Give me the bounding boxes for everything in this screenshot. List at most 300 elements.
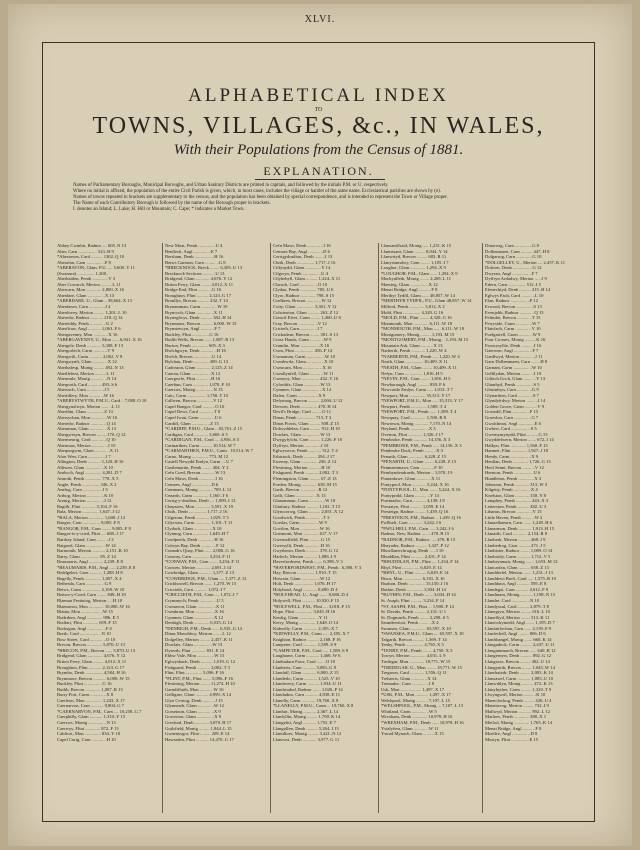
- index-entry: Newport, Mon .............. 35,313..Y 17: [381, 392, 451, 398]
- index-entry: Llancarfan, Glam .......... 658..Z 13: [485, 564, 549, 570]
- index-entry: Rhayader, Radnor .......... 1,437..P 12: [381, 542, 449, 548]
- index-entry: Glanrhyd, Pemb ............ ..S 5: [485, 381, 540, 387]
- index-entry: Gwytherin, Denb ........... 378..G 12: [273, 548, 339, 554]
- index-entry: Castell Newydd Emlyn, Carm . ..U 7: [165, 459, 233, 465]
- index-entry: *WELSHPOOL, P.M., Montg ... 7,107..L 15: [381, 703, 464, 709]
- index-entry: Conwil Elvet, Carm ........ 1,460..U 8: [273, 315, 341, 321]
- index-entry: Cemaes Bay, Angl .......... ..D 6: [273, 248, 330, 254]
- index-entry: Llandinam, Montg .......... 1,198..N 13: [485, 592, 555, 598]
- index-entry: Llanrhaiadr, Denb ......... 2,003..K 14: [485, 670, 553, 676]
- index-entry: Kenfig, Glam .............. ..Y 11: [273, 614, 328, 620]
- index-entry: Knighton, Radnor .......... 2,168..P 16: [273, 636, 341, 642]
- index-entry: Colwyn Bay, Denb .......... ..F 12: [165, 542, 225, 548]
- index-entry: Hanmer, Flint ............. 1,927..J 18: [485, 448, 548, 454]
- index-entry: Aberhafesp, Montg ......... 492..N 13: [57, 365, 124, 371]
- index-entry: Dolbenmaen, Carn .......... 447..H 8: [485, 248, 550, 254]
- index-entry: *ABERYSTWYTH, P.M.U., Card .. 7,088..O 10: [57, 398, 147, 404]
- index-entry: Crickhowell, Brecon ....... 1,270..W 15: [165, 581, 237, 587]
- index-entry: Bridgend, Glam ............. 4,676..Y 12: [57, 653, 126, 659]
- index-entry: Usk, Mon .................. 1,497..X 17: [381, 686, 445, 692]
- index-entry: Chepstow, Mon ............. 3,591..X 19: [165, 503, 233, 509]
- index-entry: Gelli, Glam ............... ..X 13: [273, 492, 326, 498]
- index-entry: Cardigan, Card ............ 3,669..S 5: [165, 431, 228, 437]
- index-column-5: [485, 243, 583, 813]
- index-entry: Bagillt, Flint ............ 3,104..F 16: [57, 503, 118, 509]
- index-entry: Aberedw, Radnor ........... ..Q 14: [57, 420, 116, 426]
- index-entry: *MONTGOMERY, P.M., Montg .. 1,193..M 15: [381, 337, 469, 343]
- index-entry: Kerry, Montg .............. 1,648..O 14: [273, 620, 339, 626]
- index-entry: Abersoch, Carn ............ ..J 5: [57, 387, 110, 393]
- index-entry: Lampeter, Card ............ 1,589..S 9: [273, 642, 337, 648]
- index-entry: Alltwen, Glam ............. ..X 10: [57, 464, 113, 470]
- index-entry: Eglwysbach, Denb .......... 1,019..G 12: [165, 659, 236, 665]
- index-entry: Arthog, Merion ............ ..K 10: [57, 492, 114, 498]
- index-entry: Newquay, Card ............. 1,500..R 8: [381, 414, 446, 420]
- index-entry: Allington, Denb ........... 1,120..H 16: [57, 459, 124, 465]
- index-entry: Llanbadarn Fawr, Card ..... ..O 10: [273, 659, 335, 665]
- index-entry: Welshpool, Montg .......... 7,107..L 15: [381, 697, 450, 703]
- index-entry: Dinorwig, Carn ............ ..G 8: [485, 243, 539, 248]
- index-entry: Llandudno, Carn ........... 4,838..E 11: [273, 692, 341, 698]
- index-entry: Builth, Brecon ............. 1,087..R 13: [57, 686, 123, 692]
- index-entry: Coity, Glam ............... 3,301..Y 12: [273, 304, 337, 310]
- index-entry: Caersws, Montg ............. ..N 13: [57, 720, 116, 726]
- index-entry: Llanystumdwy, Carn ........ 1,105..I 7: [381, 259, 449, 265]
- index-entry: Aberdovey, Merion ......... 1,201..L 10: [57, 309, 127, 315]
- index-entry: *DOLGELLEY, U., Merion .... 2,457..K 11: [485, 259, 565, 265]
- index-entry: *PENARTH, U., Glam ........ 6,228..Z 15: [381, 459, 457, 465]
- index-entry: Llangynidr, Brecon ........ 1,043..W 14: [485, 664, 555, 670]
- index-entry: Groeslon, Carn ............ ..G 7: [485, 414, 539, 420]
- index-entry: Holyhead, Angl ............ 8,680..D 4: [273, 586, 338, 592]
- index-entry: Bryncoch, Glam ............ ..X 11: [165, 309, 223, 315]
- index-entry: Mallwyd, Merion ........... 892..L 12: [485, 708, 550, 714]
- explanation-paragraph: Where no initial is affixed, the population of the entire Civil Parish is given, which, in most cases, includes the village or hamlet of the same name. Ecclesiastical parishes are shown by (e).: [73, 189, 441, 194]
- index-entry: Gresford, Denb ............ 3,870..H 17: [165, 720, 232, 726]
- explanation-heading: EXPLANATION.: [263, 164, 374, 178]
- index-entry: Llandderfel, Merion ....... 1,231..J 13: [485, 570, 553, 576]
- index-entry: Llanarmon, Denb ........... 1,913..H 15: [485, 525, 555, 531]
- index-entry: Llanfair, Montg ........... 2,367..L 14: [273, 708, 339, 714]
- index-entry: Newborough, Angl .......... 839..F 6: [381, 381, 446, 387]
- index-entry: Little Haven, Pemb ........ ..W 2: [485, 514, 543, 520]
- index-entry: Capel Iwan, Carm .......... ..U 6: [165, 414, 222, 420]
- index-entry: Caernarvon, Carn ........... 9,804..G 7: [57, 703, 124, 709]
- index-entry: Whitland, Carm ............ ..W 5: [381, 708, 437, 714]
- index-entry: Betws, Carm ................ 2,169..W 10: [57, 586, 125, 592]
- index-entry: Radnor, New, Radnor ....... 478..R 15: [381, 531, 450, 537]
- index-entry: Caldicot, Mon .............. 834..Y 18: [57, 731, 120, 737]
- index-entry: Burry Port, Carm ........... ..X 8: [57, 692, 114, 698]
- index-entry: Fishguard, Pemb ........... 2,002..T 3: [273, 470, 338, 476]
- index-entry: Briton Ferry, Glam ......... 4,012..X 11: [57, 659, 127, 665]
- index-entry: *CARMARTHEN, P.M.U., Carm . 10,514..W 7: [165, 448, 253, 454]
- index-entry: Llanbedrog, Carn .......... 471..J 5: [485, 542, 546, 548]
- page-number: XLVI.: [304, 14, 336, 25]
- index-entry: Aber Cowarch, Merion ....... ..L 11: [57, 281, 121, 287]
- index-entry: Glynneath, Glam ........... ..W 12: [165, 703, 224, 709]
- explanation-paragraph: The Name of each Contributory Borough is followed by the name of the Borough proper in brackets.: [73, 201, 271, 206]
- index-entry: Abergorlech, Carm ......... ..V 9: [57, 348, 114, 354]
- index-entry: Cilgwyn, Pemb ............. ..U 4: [273, 270, 328, 276]
- index-entry: Penarth, Glam ............. 6,228..Z 15: [381, 453, 446, 459]
- index-entry: Abermeurig, Card .......... ..Q 10: [57, 437, 116, 443]
- index-entry: Meifod, Montg ............. 1,765..K 14: [485, 720, 552, 726]
- index-entry: Clarach, Card ............. ..O 10: [273, 281, 328, 287]
- index-entry: Wrexham, Denb ............. 10,978..H 16: [381, 714, 453, 720]
- index-entry: Llandaff, Glam ............ 6,000..Z 15: [273, 670, 339, 676]
- index-entry: Begelly, Pemb .............. 1,007..X 4: [57, 575, 122, 581]
- index-entry: Broughton, Flint ........... 2,123..G 17: [57, 664, 125, 670]
- index-entry: Johnston, Pemb ............ 313..W 3: [485, 481, 548, 487]
- index-entry: Carno, Montg .............. 773..M 12: [165, 453, 229, 459]
- index-entry: Pontypool, Mon ............ 5,244..X 16: [381, 481, 449, 487]
- index-entry: Cemmaes, Montg ............ 709..L 12: [165, 487, 232, 493]
- index-entry: Gwalchmai, Angl ........... ..E 6: [485, 420, 541, 426]
- index-entry: Glyndyfrdwy, Merion ....... ..I 14: [485, 398, 546, 404]
- index-entry: Barmouth, Merion ........... 2,151..K 10: [57, 548, 128, 554]
- index-entry: Defynnog, Brecon .......... 2,004..U 12: [273, 398, 343, 404]
- index-entry: Cenarth, Carm ............. 1,160..T 6: [165, 492, 229, 498]
- index-entry: Llanaelhaearn, Carn ....... 1,249..H 6: [485, 520, 552, 526]
- index-entry: *TREDEGAR, U., Mon ........ 18,771..W 15: [381, 664, 462, 670]
- index-entry: Evenjobb, Radnor .......... ..Q 15: [485, 309, 544, 315]
- index-entry: Broughton, Flint .......... 2,123..G 17: [165, 292, 232, 298]
- index-entry: Llanbedr, Merion .......... 468..J 9: [485, 536, 546, 542]
- index-entry: Ystalyfera, Glam .......... ..W 11: [381, 725, 439, 731]
- index-entry: Bersham, Denb .............. ..H 16: [165, 254, 224, 260]
- index-entry: *BALA, Merion ............. 1,600..J 12: [57, 514, 126, 520]
- index-entry: Cyfarthfa, Glam ........... ..W 13: [273, 381, 331, 387]
- index-entry: Dolgarrog, Carn ........... ..G 10: [485, 254, 542, 260]
- index-entry: Cilycwm, Carm ............. 1,101..T 11: [165, 520, 233, 526]
- index-entry: Towyn, Merion ............. 4,031..L 9: [381, 653, 446, 659]
- index-entry: St. Davids, Pemb .......... 2,131..U 1: [381, 609, 447, 615]
- index-entry: Clydach, Glam ............. ..X 10: [165, 525, 222, 531]
- index-entry: Cwmavon, Glam ............. ..X 11: [165, 603, 225, 609]
- index-entry: Cilfynydd, Glam ........... ..Y 14: [273, 265, 331, 271]
- index-entry: Cwmaman, Carm ............. ..W 10: [273, 353, 335, 359]
- index-entry: *ST. ASAPH, P.M., Flint ... 1,900..F 14: [381, 603, 454, 609]
- index-entry: Caersws, Montg ............ ..N 13: [165, 387, 223, 393]
- index-entry: St. Dogmaels, Pemb ........ 2,298..S 5: [381, 614, 449, 620]
- index-entry: *PEMBROKE, P.M., Pemb ..... 14,156..X 3: [381, 442, 462, 448]
- index-entry: *MONMOUTH, P.M., Mon ...... 6,111..W 18: [381, 326, 465, 332]
- index-entry: *RADNOR, P.M., Radnor ..... 478..R 15: [381, 536, 456, 542]
- index-entry: Bridge End, Flint ......... ..G 16: [165, 287, 222, 293]
- index-entry: *HOLYHEAD, U., Angl ....... 8,680..D 4: [273, 592, 349, 598]
- index-entry: *RUTHIN, P.M., Denb ....... 3,034..H 14: [381, 592, 456, 598]
- index-entry: Crickadarn, Brecon ........ 301..S 13: [273, 331, 338, 337]
- index-entry: Four Crosses, Montg ....... ..K 16: [485, 337, 546, 343]
- index-entry: Pontardawe, Glam .......... ..X 11: [381, 475, 441, 481]
- index-entry: Crumlin, Mon .............. ..X 16: [273, 342, 330, 348]
- index-entry: *RHYL, U., Flint .......... 6,029..E 14: [381, 570, 449, 576]
- index-entry: Bwlch, Brecon ............. ..U 14: [165, 353, 222, 359]
- column-divider: [378, 243, 379, 813]
- index-entry: New Moat, Pemb ............ ..U 4: [165, 243, 223, 248]
- index-entry: Abermule, Montg ........... ..N 14: [57, 376, 117, 382]
- index-column-1: [57, 243, 159, 813]
- index-entry: Capel Bangor, Card ........ ..O 10: [165, 403, 225, 409]
- index-entry: Brynsiencyn, Angl ......... ..F 7: [165, 326, 221, 332]
- index-entry: *FLINT, P.M., Flint ....... 5,096..F 16: [165, 675, 233, 681]
- index-entry: Brymbo, Denb ............... 4,584..H 16: [57, 670, 126, 676]
- index-entry: Llanfechell, Angl ......... 806..D 6: [485, 631, 546, 637]
- index-entry: Caerleon, Mon .............. 1,243..X 17: [57, 697, 125, 703]
- column-divider: [482, 243, 483, 813]
- index-entry: Llanelltyd, Merion ........ 513..K 11: [485, 614, 550, 620]
- index-entry: Corwen, Merion ............ 2,691..I 14: [165, 564, 232, 570]
- index-entry: Cerrig-y-drudion, Denb .... 1,009..I 13: [165, 498, 236, 504]
- index-entry: Dolwyddelan, Carn ......... 912..H 10: [273, 426, 340, 432]
- index-entry: Dyffryn Ardudwy, Merion ... ..J 9: [485, 276, 547, 282]
- index-entry: Rhyl, Flint ............... 6,029..E 14: [381, 564, 442, 570]
- index-entry: Penmaenmawr, Carn ......... ..F 10: [381, 464, 443, 470]
- index-entry: Cwmbran, Mon .............. ..X 16: [165, 609, 224, 615]
- index-entry: Bwlchgwyn, Denb ........... ..H 16: [165, 348, 226, 354]
- index-entry: Glyncorrwg, Glam .......... 2,051..X 12: [273, 509, 344, 515]
- index-entry: Flint, Flint .............. 5,096..F 16: [165, 670, 224, 676]
- index-entry: St. Asaph, Flint .......... 3,234..F 14: [381, 598, 445, 603]
- index-entry: Dafen, Carm ............... ..X 9: [273, 392, 326, 398]
- index-entry: *KIDWELLY, P.M., Carm ..... 2,185..X 7: [273, 631, 350, 637]
- index-entry: Eglwyswrw, Pemb ........... 512..T 4: [273, 448, 338, 454]
- index-entry: Aberafan, Carn ............. ..F 8: [57, 259, 111, 265]
- index-entry: Conway, Carn .............. 3,254..F 11: [165, 553, 231, 559]
- index-entry: Llanboidy, Carm ........... 1,712..V 5: [485, 553, 551, 559]
- index-entry: Caerau, Glam .............. ..X 12: [165, 370, 221, 376]
- index-entry: Llanbister, Radnor ........ 1,089..O 14: [485, 548, 553, 554]
- index-entry: Brynmawr, Brecon .......... 6,000..W 15: [165, 320, 237, 326]
- index-entry: Caerwys, Flint ............. 872..F 15: [57, 725, 119, 731]
- index-entry: *TENBY, P.M., Pemb ........ 4,750..X 5: [381, 647, 453, 653]
- title-line-3: With their Populations from the Census of 1881.: [173, 142, 464, 158]
- index-entry: *BEAUMARIS, P.M., Angl ..... 2,239..E 8: [57, 564, 136, 570]
- index-entry: Buckley, Flint ............. ..G 16: [57, 681, 112, 687]
- index-entry: Rhuddlan, Flint ........... 2,431..F 14: [381, 553, 446, 559]
- index-entry: Llandeilo, Carm ........... 1,525..V 10: [273, 675, 340, 681]
- book-page: [8, 4, 632, 846]
- index-entry: Betws Garmon, Carn ......... ..G 8: [165, 259, 226, 265]
- index-entry: *USK, P.M., Mon ........... 1,497..X 17: [381, 692, 451, 698]
- index-entry: Brecon, Brecon ............. 5,870..U 13: [57, 642, 125, 648]
- index-entry: Arenig, Merion ............ ..J 12: [57, 498, 112, 504]
- index-entry: Aberporth, Card ........... 493..S 6: [57, 381, 118, 387]
- index-entry: Cwmllynfell, Glam ......... ..W 11: [273, 370, 334, 376]
- index-entry: Abergavenny, Mon .......... ..X 16: [57, 331, 118, 337]
- index-entry: Halkyn, Flint ............. 1,560..F 15: [485, 442, 548, 448]
- index-entry: *CRICCIETH, P.M., Carn .... 1,072..I 7: [165, 592, 238, 598]
- index-entry: Abercarn, Mon ............. 2,800..X 16: [57, 287, 124, 293]
- index-entry: Gwernymynydd, Flint ....... ..G 15: [485, 431, 548, 437]
- index-entry: Clydau, Pemb .............. 705..U 6: [273, 287, 334, 293]
- index-entry: Beaumaris, Angl ............ 2,239..E 8: [57, 559, 123, 565]
- index-entry: Pwllheli, Carn ............ 3,242..I 6: [381, 520, 442, 526]
- index-entry: Castlemartin, Pemb ........ 404..Y 2: [165, 464, 229, 470]
- index-entry: Derwen, Denb .............. 470..H 14: [273, 403, 337, 409]
- index-entry: Afon Wen, Carn ............ ..J 7: [57, 453, 111, 459]
- index-entry: *SWANSEA, P.M.U., Glam .... 65,597..X 10: [381, 631, 464, 637]
- index-entry: *NEVIN, P.M., Carn ........ 1,816..H 5: [381, 376, 451, 382]
- index-entry: Crymmych, Pemb ............ ..U 5: [165, 598, 224, 603]
- index-entry: (Swansea) ............... 1,300..: [57, 270, 109, 276]
- index-entry: Neyland, Pemb ............. ..X 3: [381, 426, 436, 432]
- index-entry: Llanddona, Angl ........... 595..E 8: [485, 581, 547, 587]
- index-entry: Marloes, Pemb ............. 388..X 1: [485, 714, 546, 720]
- index-entry: Monmouth, Mon ............. 6,111..W 18: [381, 320, 452, 326]
- index-entry: Garnant, Carm ............. ..W 10: [485, 365, 542, 371]
- index-entry: Montgomery, Montg ......... 1,193..M 15: [381, 331, 455, 337]
- index-entry: Dinas Powis, Glam ......... 508..Z 15: [273, 420, 339, 426]
- column-divider: [270, 243, 271, 813]
- index-entry: Cerrigydrudion, Denb ...... ..I 13: [273, 254, 333, 260]
- index-entry: *RHUDDLAN, P.M., Flint .... 1,434..F 14: [381, 559, 459, 565]
- index-entry: Fishguard, Pemb ........... 2,002..T 3: [165, 664, 230, 670]
- index-entry: Amlwch, Angl .............. 4,281..D 7: [57, 470, 122, 476]
- index-entry: Garndiffaith, Mon ......... ..W 16: [165, 686, 224, 692]
- index-entry: *CAERNARVON, P.M., Carn .... 10,258..G 7: [57, 708, 142, 714]
- index-entry: Dwyran, Angl .............. ..F 7: [485, 270, 538, 276]
- index-entry: *PWLLHELI, P.M., Carn ..... 3,242..I 6: [381, 525, 454, 531]
- index-entry: Bronllys, Brecon .......... 232..T 14: [165, 298, 228, 304]
- index-entry: Ruabon, Denb .............. 15,150..I 16: [381, 581, 449, 587]
- index-entry: Moelfre, Angl ............. ..D 8: [485, 731, 538, 737]
- index-entry: Llanerchymedd, Angl ....... 1,195..D 7: [485, 620, 555, 626]
- index-entry: Garn Dolbenmaen, Carn ..... ..H 8: [485, 359, 548, 365]
- index-entry: Llanarth, Card ............ 2,154..R 8: [485, 531, 548, 537]
- index-entry: Pembroke, Pemb ............ 14,156..X 3: [381, 437, 451, 443]
- index-entry: Gwbert, Card .............. ..S 5: [485, 426, 537, 432]
- index-entry: Hundleton, Pemb ........... ..X 3: [485, 475, 542, 481]
- index-entry: *HOLYWELL, P.M., Flint .... 3,018..F 15: [273, 603, 350, 609]
- index-entry: Ewenny, Glam .............. 236..Z 12: [273, 459, 337, 465]
- explanation-paragraph: Names of towns repeated in brackets are supplementary to the census, and the population has been obtained by special correspondence, and is intended to represent the Town or Village proper.: [73, 195, 448, 200]
- index-column-2: [165, 243, 267, 813]
- index-entry: Aberdare, Glam ............ ..X 13: [57, 292, 115, 298]
- index-entry: Maenclochog, Pemb ......... 426..U 4: [485, 697, 552, 703]
- index-entry: Menai Bridge, Angl ........ ..F 8: [381, 287, 438, 293]
- index-entry: *ABERAVON, Glam. P.U. .... 5,600..Y 11: [57, 265, 135, 271]
- index-entry: *BRECKNOCK, Breck ........ 6,305..U 13: [165, 265, 243, 271]
- index-entry: Govilon, Mon .............. ..W 16: [273, 525, 330, 531]
- index-entry: Gorsedd, Flint ............ ..F 15: [485, 409, 539, 415]
- index-entry: Treharris, Glam ........... ..X 14: [381, 675, 437, 681]
- index-entry: Milford, Pemb ............. 3,812..X 2: [381, 304, 445, 310]
- index-entry: *DENBIGH, P.M., Denb ...... 6,535..G 14: [165, 625, 242, 631]
- index-entry: *MERTHYR TYDFIL, P.U., Glam 48,857..W 14: [381, 298, 472, 304]
- index-entry: Llandre, Card ............. ..N 10: [485, 598, 540, 603]
- index-entry: Dwygyfylchi, Carn ......... 1,226..F 10: [273, 437, 343, 443]
- index-entry: Cwm, Flint ................ 456..F 14: [273, 348, 333, 354]
- index-entry: *BRECON, P.M., Brecon ...... 5,870..U 13: [57, 647, 136, 653]
- index-entry: Newport, Pemb ............. 1,589..T 4: [381, 403, 446, 409]
- index-entry: Dyserth, Flint ............ 831..E 14: [165, 647, 225, 653]
- index-entry: Guilsfield, Montg ......... 1,844..L 15: [165, 725, 232, 731]
- index-entry: Knelston, Glam ............ 150..Y 8: [485, 492, 546, 498]
- index-entry: Llandrindod, Radnor ....... 1,026..P 14: [273, 686, 343, 692]
- index-entry: Cardiff, Glam ............. ..Z 15: [165, 420, 219, 426]
- index-entry: Ferryside, Carm ........... ..W 7: [485, 320, 540, 326]
- index-entry: Llanwddyn, Montg .......... 472..K 13: [485, 681, 553, 687]
- index-entry: Talgarth, Brecon .......... 1,369..T 14: [381, 636, 447, 642]
- index-entry: Dinas Mawddwy, Merion ..... ..L 12: [165, 631, 231, 637]
- index-entry: Llanelly, Carm ............ 19,760..X 8: [273, 697, 339, 703]
- index-entry: Beddgelert, Carn ........... 1,288..H 8: [57, 570, 123, 576]
- index-entry: Aberffraw, Angl ........... 1,063..F 6: [57, 326, 121, 332]
- index-entry: Llwyngwril, Merion ........ ..K 10: [485, 692, 546, 698]
- index-entry: Criccieth, Carn ........... 1,072..I 7: [165, 586, 226, 592]
- index-entry: Denbigh, Denb ............. 6,535..G 14: [165, 620, 232, 626]
- index-entry: Llangollen, Denb .......... 5,264..I 15: [273, 725, 339, 731]
- index-entry: Aberaman, Glam ............ ..X 13: [57, 426, 117, 432]
- index-entry: *ABERDARE, U., Glam .. 38,664..X 13: [57, 298, 132, 304]
- index-entry: Anelog, Carn .............. ..J 3: [57, 487, 108, 493]
- index-entry: Overton, Flint ............ 1,326..J 17: [381, 431, 444, 437]
- index-entry: Maentwrog, Merion ......... 732..I 9: [485, 703, 549, 709]
- index-entry: Maesteg, Glam ............. ..X 12: [381, 281, 438, 287]
- index-entry: Benllech, Angl ............ ..E 7: [165, 248, 218, 254]
- index-entry: Laugharne, Carm ........... 1,468..W 6: [273, 653, 341, 659]
- index-entry: Caio, Carm ................ 1,750..T 10: [165, 392, 228, 398]
- index-entry: Gowerton, Glam ............ ..X 9: [165, 714, 222, 720]
- index-entry: Blaenau Festiniog, Merion .. ..H 10: [57, 598, 123, 603]
- index-entry: Dolwen, Denb .............. ..G 12: [485, 265, 542, 271]
- index-entry: Chirk, Denb ............... 1,717..J 16: [165, 509, 228, 515]
- index-entry: Cefn Coed, Brecon ......... ..W 13: [165, 470, 226, 476]
- index-entry: Dolgelley, Merion ......... 2,457..K 11: [165, 636, 233, 642]
- index-entry: *NARBERTH, P.M., Pemb ..... 1,220..W 4: [381, 353, 460, 359]
- index-entry: Heol Senni, Brecon ........ ..V 12: [485, 464, 544, 470]
- index-entry: *BANGOR, P.M., Carn ........ 9,005..F 8: [57, 525, 131, 531]
- index-entry: Gellilydan, Merion ........ ..I 10: [485, 370, 542, 376]
- index-entry: Aberbaiden, Pemb ........... ..V 3: [57, 276, 116, 282]
- index-entry: Bow Street, Card ........... ..O 10: [57, 636, 116, 642]
- index-entry: *WREXHAM, P.M., Denb ...... 10,978..H 16: [381, 720, 464, 726]
- index-entry: Lamphey, Pemb ............. 443..X 3: [485, 498, 548, 504]
- index-entry: Cwmcarn, Mon .............. ..X 16: [273, 365, 332, 371]
- index-entry: Llandegai, Carn ........... 4,612..F 9: [485, 586, 549, 592]
- index-entry: Llanrwst, Denb ............ 3,977..G 11: [273, 736, 340, 742]
- index-entry: Llangernyw, Denb .......... 892..G 12: [485, 653, 552, 659]
- index-entry: Brynamman, Carm ........... ..W 10: [165, 304, 228, 310]
- index-entry: Dyffryn, Merion ........... ..J 10: [273, 442, 329, 448]
- explanation-notes: [59, 183, 579, 213]
- index-entry: Erwood, Brecon ............ ..S 13: [485, 304, 542, 310]
- index-entry: Saundersfoot, Pemb ........ ..X 4: [381, 620, 439, 626]
- index-entry: Caergwrle, Flint .......... ..H 16: [165, 376, 221, 382]
- index-entry: Gorslas, Carm ............. ..W 9: [273, 520, 327, 526]
- index-entry: Amroth, Pemb .............. 778..X 5: [57, 475, 119, 481]
- index-entry: Bettws-y-Coed, Carn ........ 848..H 10: [57, 592, 126, 598]
- index-entry: Burton, Pemb .............. 605..X 3: [165, 342, 225, 348]
- index-entry: Angle, Pemb ............... 346..X 2: [57, 481, 117, 487]
- index-entry: Glanamman, Carm ........... ..W 10: [273, 498, 336, 504]
- index-entry: Llansantffraid, Montg ..... 1,231..K 15: [381, 243, 452, 248]
- index-entry: Builth Wells, Brecon ...... 1,087..R 13: [165, 337, 235, 343]
- index-entry: Dowlais, Glam ............. ..W 13: [165, 642, 223, 648]
- index-entry: Cray, Brecon .............. ..V 12: [273, 320, 327, 326]
- index-entry: Cowbridge, Glam ........... 1,377..Z 13: [165, 570, 235, 576]
- index-entry: Dinas, Pemb ............... 713..T 3: [273, 414, 332, 420]
- index-entry: Aberthin, Glam ............ ..Z 13: [57, 409, 113, 415]
- index-entry: Pembroke Dock, Pemb ....... ..X 3: [381, 448, 443, 454]
- index-entry: Bodfari, Flint ............. 659..F 15: [57, 620, 117, 626]
- index-entry: Penrhyndeudraeth, Merion .. 1,970..I 9: [381, 470, 453, 476]
- index-entry: Barry, Glam ................ 85..Z 14: [57, 553, 116, 559]
- index-entry: Bethesda, Carn ............. ..G 9: [57, 581, 112, 587]
- index-entry: Bardsey Island, Carn ....... ..J 3: [57, 536, 114, 542]
